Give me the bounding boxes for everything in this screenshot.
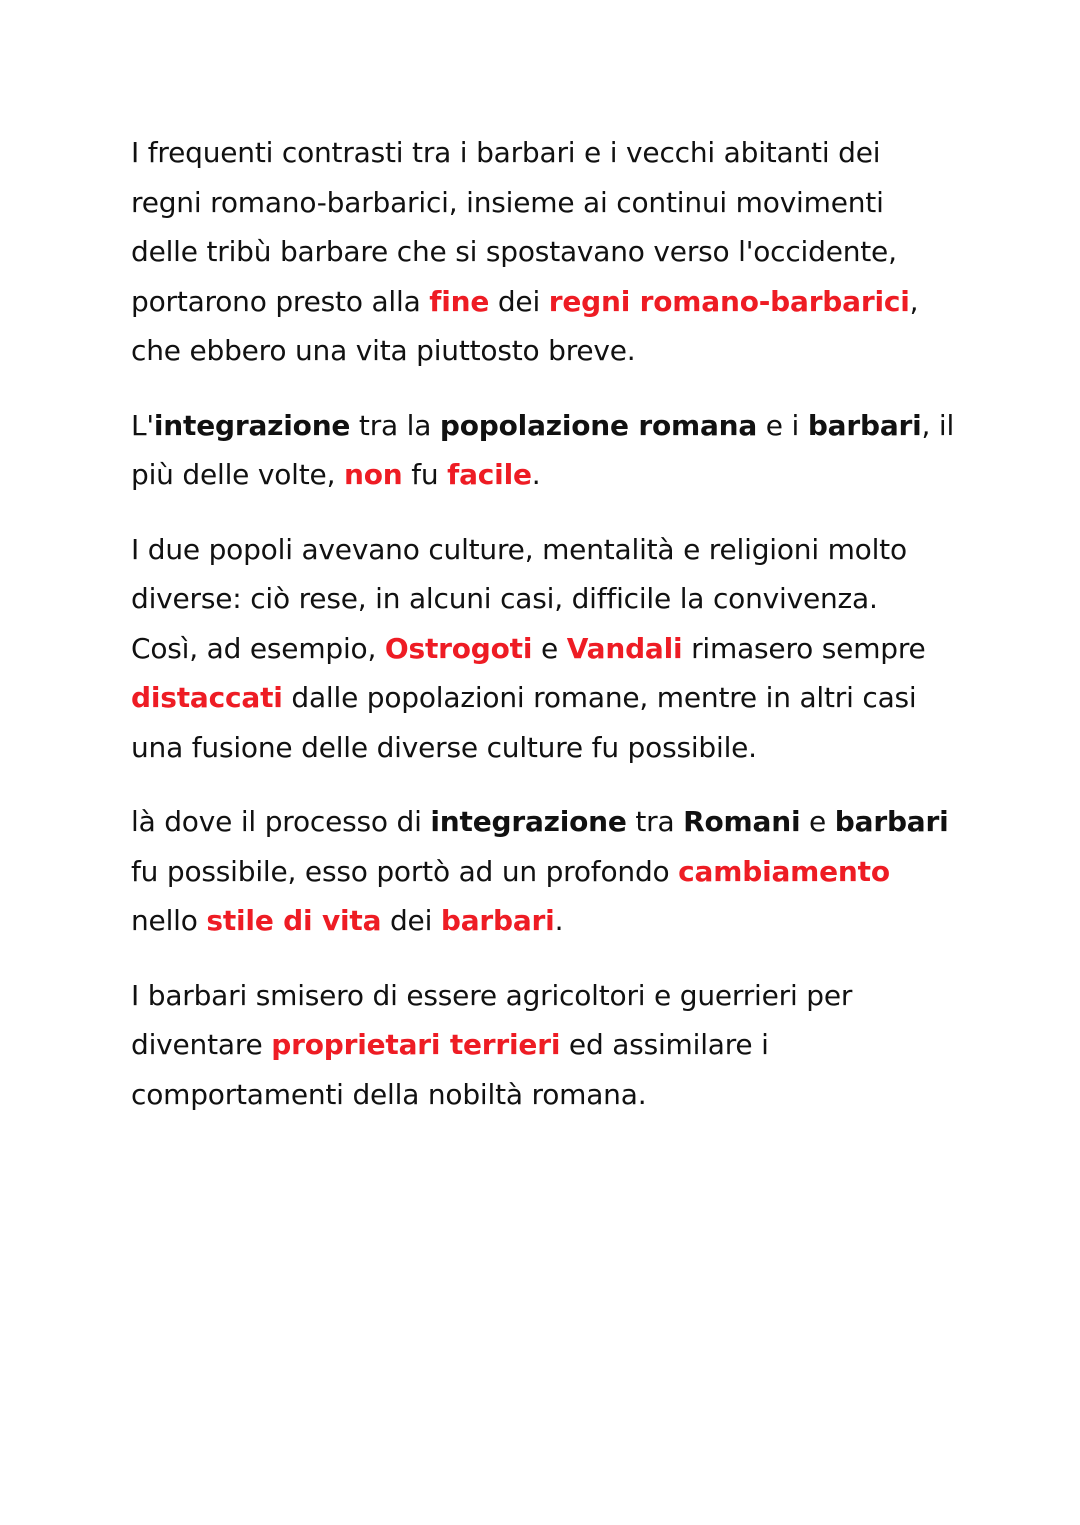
highlighted-term: non xyxy=(343,458,403,491)
text-line xyxy=(131,450,961,500)
bold-term: popolazione romana xyxy=(439,408,758,442)
highlighted-term: stile di vita xyxy=(206,904,382,937)
document-page xyxy=(131,128,961,1144)
text-segment: fu xyxy=(402,458,448,491)
text-line xyxy=(131,847,961,897)
highlighted-term: distaccati xyxy=(131,681,283,714)
highlighted-term: Vandali xyxy=(566,631,683,665)
text-segment: tra xyxy=(626,805,684,838)
text-segment: Così, ad esempio, xyxy=(131,631,385,665)
text-segment: I barbari smisero di essere agricoltori e guerrieri per xyxy=(131,978,853,1012)
text-line xyxy=(131,326,961,376)
paragraph-5 xyxy=(131,971,961,1120)
text-segment: , xyxy=(909,284,919,318)
text-line xyxy=(131,1020,961,1070)
text-line xyxy=(131,797,961,847)
text-line xyxy=(131,673,961,723)
text-line xyxy=(131,525,961,575)
text-segment: ed assimilare i xyxy=(560,1028,769,1061)
bold-term: barbari xyxy=(834,805,949,838)
text-line xyxy=(131,128,961,178)
text-segment: rimasero sempre xyxy=(682,631,926,665)
text-segment: I due popoli avevano culture, mentalità e religioni molto xyxy=(131,532,907,566)
text-line xyxy=(131,723,961,773)
text-segment: dei xyxy=(489,284,549,318)
text-segment: portarono presto alla xyxy=(131,284,430,318)
text-segment: più delle volte, xyxy=(131,458,344,491)
text-segment: dei xyxy=(381,904,441,937)
text-line xyxy=(131,401,961,451)
text-line xyxy=(131,277,961,327)
text-segment: e xyxy=(800,805,835,838)
text-segment: dalle popolazioni romane, mentre in altri casi xyxy=(282,681,917,714)
highlighted-term: fine xyxy=(429,284,490,318)
text-segment: , il xyxy=(921,408,955,442)
text-segment: fu possibile, esso portò ad un profondo xyxy=(131,854,679,888)
text-segment: L' xyxy=(131,408,154,442)
text-segment: regni romano-barbarici, insieme ai continui movimenti xyxy=(131,185,884,219)
text-segment: una fusione delle diverse culture fu possibile. xyxy=(131,730,757,764)
text-segment: diventare xyxy=(131,1028,272,1061)
paragraph-1 xyxy=(131,128,961,376)
paragraph-2 xyxy=(131,401,961,500)
text-segment: delle tribù barbare che si spostavano verso l'occidente, xyxy=(131,235,897,268)
text-line xyxy=(131,896,961,946)
highlighted-term: barbari xyxy=(440,904,555,937)
text-segment: che ebbero una vita piuttosto breve. xyxy=(131,334,636,367)
bold-term: barbari xyxy=(807,408,922,442)
text-segment: . xyxy=(531,458,541,491)
text-line xyxy=(131,227,961,277)
text-line xyxy=(131,178,961,228)
text-line xyxy=(131,574,961,624)
paragraph-3 xyxy=(131,525,961,773)
text-segment: I frequenti contrasti tra i barbari e i vecchi abitanti dei xyxy=(131,136,881,169)
bold-term: integrazione xyxy=(153,408,351,442)
bold-term: Romani xyxy=(683,805,801,838)
text-segment: . xyxy=(554,904,564,937)
highlighted-term: Ostrogoti xyxy=(384,631,533,665)
text-segment: comportamenti della nobiltà romana. xyxy=(131,1077,647,1111)
text-line xyxy=(131,624,961,674)
text-segment: e i xyxy=(757,408,808,442)
text-segment: là dove il processo di xyxy=(131,805,431,838)
text-segment: diverse: ciò rese, in alcuni casi, difficile la convivenza. xyxy=(131,582,878,615)
text-line xyxy=(131,971,961,1021)
highlighted-term: facile xyxy=(447,458,532,491)
highlighted-term: cambiamento xyxy=(678,854,890,888)
bold-term: integrazione xyxy=(430,805,627,838)
text-segment: tra la xyxy=(350,408,440,442)
text-line xyxy=(131,1070,961,1120)
highlighted-term: proprietari terrieri xyxy=(271,1028,561,1061)
highlighted-term: regni romano-barbarici xyxy=(548,284,910,318)
paragraph-4 xyxy=(131,797,961,946)
text-segment: nello xyxy=(131,904,207,937)
text-segment: e xyxy=(532,631,567,665)
